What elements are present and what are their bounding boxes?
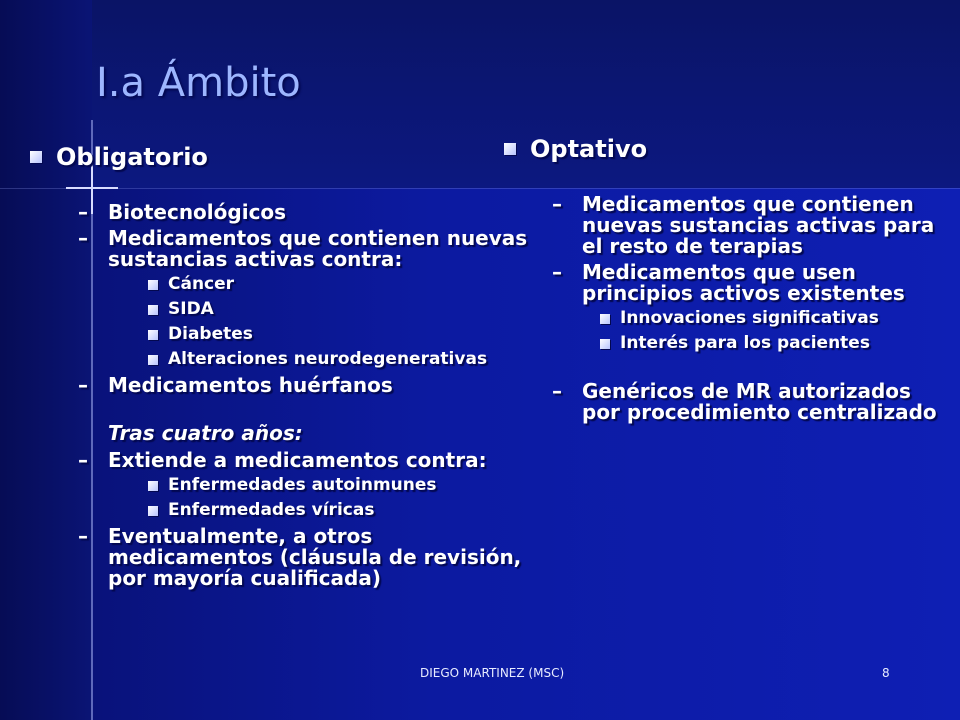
list-item bbox=[70, 526, 530, 589]
square-bullet-icon bbox=[600, 339, 610, 349]
list-item-text: Medicamentos que contienen nuevas sustancias activas contra: bbox=[108, 226, 528, 271]
sub-list-item-text: SIDA bbox=[168, 299, 214, 319]
dash-marker: – bbox=[78, 448, 88, 472]
sub-list-item bbox=[148, 300, 530, 319]
dash-marker: – bbox=[552, 260, 562, 284]
sub-list-item-text: Cáncer bbox=[168, 274, 235, 294]
list-item-text: Biotecnológicos bbox=[108, 200, 287, 224]
interlude-text: Tras cuatro años: bbox=[108, 421, 303, 445]
sub-list-item bbox=[148, 275, 530, 294]
sub-list-item-text: Enfermedades víricas bbox=[168, 500, 375, 520]
sub-list-item bbox=[148, 501, 530, 520]
list-item bbox=[70, 450, 530, 471]
heading-text: Optativo bbox=[530, 135, 648, 163]
square-bullet-icon bbox=[148, 506, 158, 516]
list-item bbox=[544, 194, 950, 257]
square-bullet-icon bbox=[148, 481, 158, 491]
list-item-text: Eventualmente, a otros medicamentos (cláusula de revisión, por mayoría cualificada) bbox=[108, 524, 522, 590]
list-item-text: Medicamentos que usen principios activos existentes bbox=[582, 260, 905, 305]
list-item bbox=[70, 202, 530, 223]
list-item-text: Extiende a medicamentos contra: bbox=[108, 448, 487, 472]
square-bullet-icon bbox=[148, 330, 158, 340]
dash-marker: – bbox=[552, 192, 562, 216]
list-item bbox=[70, 375, 530, 396]
list-item-text: Genéricos de MR autorizados por procedimiento centralizado bbox=[582, 379, 937, 424]
dash-marker: – bbox=[78, 524, 88, 548]
slide-title: I.a Ámbito bbox=[96, 60, 301, 106]
column-optativo bbox=[504, 134, 950, 428]
list-item-text: Medicamentos huérfanos bbox=[108, 373, 393, 397]
list-item-text: Medicamentos que contienen nuevas sustancias activas para el resto de terapias bbox=[582, 192, 935, 258]
heading-optativo bbox=[504, 134, 950, 164]
page-number: 8 bbox=[882, 666, 890, 680]
sub-list-item-text: Enfermedades autoinmunes bbox=[168, 475, 437, 495]
column-obligatorio bbox=[30, 142, 530, 594]
square-bullet-icon bbox=[148, 280, 158, 290]
sub-list-item bbox=[600, 309, 950, 328]
footer-author: DIEGO MARTINEZ (MSC) bbox=[420, 666, 565, 680]
sub-list-item-text: Diabetes bbox=[168, 324, 253, 344]
heading-obligatorio bbox=[30, 142, 530, 172]
square-bullet-icon bbox=[600, 314, 610, 324]
list-item bbox=[70, 228, 530, 270]
sub-list-item-text: Alteraciones neurodegenerativas bbox=[168, 349, 488, 369]
dash-marker: – bbox=[552, 379, 562, 403]
dash-marker: – bbox=[78, 226, 88, 250]
heading-text: Obligatorio bbox=[56, 143, 208, 171]
list-item bbox=[544, 262, 950, 304]
list-item bbox=[544, 381, 950, 423]
dash-marker: – bbox=[78, 373, 88, 397]
square-bullet-icon bbox=[148, 305, 158, 315]
sub-list-item bbox=[148, 325, 530, 344]
sub-list-item-text: Innovaciones significativas bbox=[620, 308, 879, 328]
spacer bbox=[504, 359, 950, 381]
sub-list-item bbox=[600, 334, 950, 353]
sub-list-item bbox=[148, 476, 530, 495]
square-bullet-icon bbox=[148, 355, 158, 365]
dash-marker: – bbox=[78, 200, 88, 224]
square-bullet-icon bbox=[504, 143, 516, 155]
sub-list-item bbox=[148, 350, 530, 369]
sub-list-item-text: Interés para los pacientes bbox=[620, 333, 870, 353]
square-bullet-icon bbox=[30, 151, 42, 163]
